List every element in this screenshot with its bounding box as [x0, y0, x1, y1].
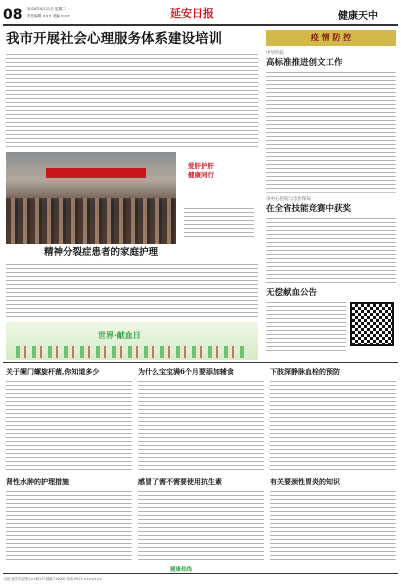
sidebar-title-1: 高标准推进创文工作 — [266, 58, 343, 68]
bottom-body-2 — [138, 381, 264, 473]
date-line: 2020年4月21日 星期二 — [27, 7, 66, 11]
footer-info: 社址:延安市宝塔区××路×号 邮编:716000 电话:0911-××××××× — [4, 577, 103, 581]
bottom-body-4 — [6, 491, 132, 563]
photo-caption-body — [184, 208, 254, 240]
event-photo — [6, 152, 176, 244]
banner-text: 世界·献血日 — [98, 330, 141, 340]
section-label: 健康天中 — [338, 11, 378, 22]
photo-caption: 爱肝护肝 健康同行 — [188, 162, 214, 179]
bottom-title-4: 肾性水肿的护理措施 — [6, 477, 69, 486]
bottom-title-1: 关于阑门螺旋杆菌,你知道多少 — [6, 367, 100, 376]
sidebar-title-2: 在全省技能竞赛中获奖 — [266, 204, 352, 214]
sidebar-body-2 — [266, 218, 396, 284]
photo-banner — [46, 168, 146, 178]
bottom-body-6 — [270, 491, 396, 563]
footer-tag: 健康热线 — [170, 567, 193, 573]
bottom-body-3 — [270, 381, 396, 473]
section-rule — [3, 362, 398, 363]
main-article-title: 我市开展社会心理服务体系建设培训 — [6, 31, 222, 47]
photo-caption-box — [180, 152, 258, 244]
banner-figures — [16, 346, 248, 358]
bottom-title-2: 为什么宝宝满6个月要添加辅食 — [138, 367, 234, 376]
bottom-body-1 — [6, 381, 132, 473]
newspaper-logo: 延安日报 — [170, 7, 214, 20]
article2-title: 精神分裂症患者的家庭护理 — [44, 247, 159, 258]
sidebar-divider — [266, 192, 396, 193]
footer-rule — [3, 573, 398, 574]
bottom-title-5: 感冒了需不需要使用抗生素 — [138, 477, 222, 486]
article2-body — [6, 264, 258, 320]
sidebar-kicker-1: 中华医院 — [266, 51, 284, 56]
notice-body — [266, 302, 346, 352]
page-number: 08 — [3, 7, 23, 23]
masthead-rule — [3, 24, 398, 26]
notice-title: 无偿献血公告 — [266, 288, 318, 298]
bottom-title-3: 下肢深静脉血栓的预防 — [270, 367, 340, 376]
sidebar-badge: 疫 情 防 控 — [266, 30, 396, 46]
sidebar-body-1 — [266, 72, 396, 190]
bottom-title-6: 有关要颈性胃炎的知识 — [270, 477, 340, 486]
sidebar-kicker-2: 市中心医院与市医保局 — [266, 197, 311, 202]
qr-code — [350, 302, 394, 346]
blood-donation-banner — [6, 322, 258, 360]
main-article-body — [6, 54, 258, 150]
photo-crowd — [6, 198, 176, 244]
bottom-body-5 — [138, 491, 264, 563]
editor-line: 责任编辑 ××× 美编 ××× — [27, 14, 71, 18]
